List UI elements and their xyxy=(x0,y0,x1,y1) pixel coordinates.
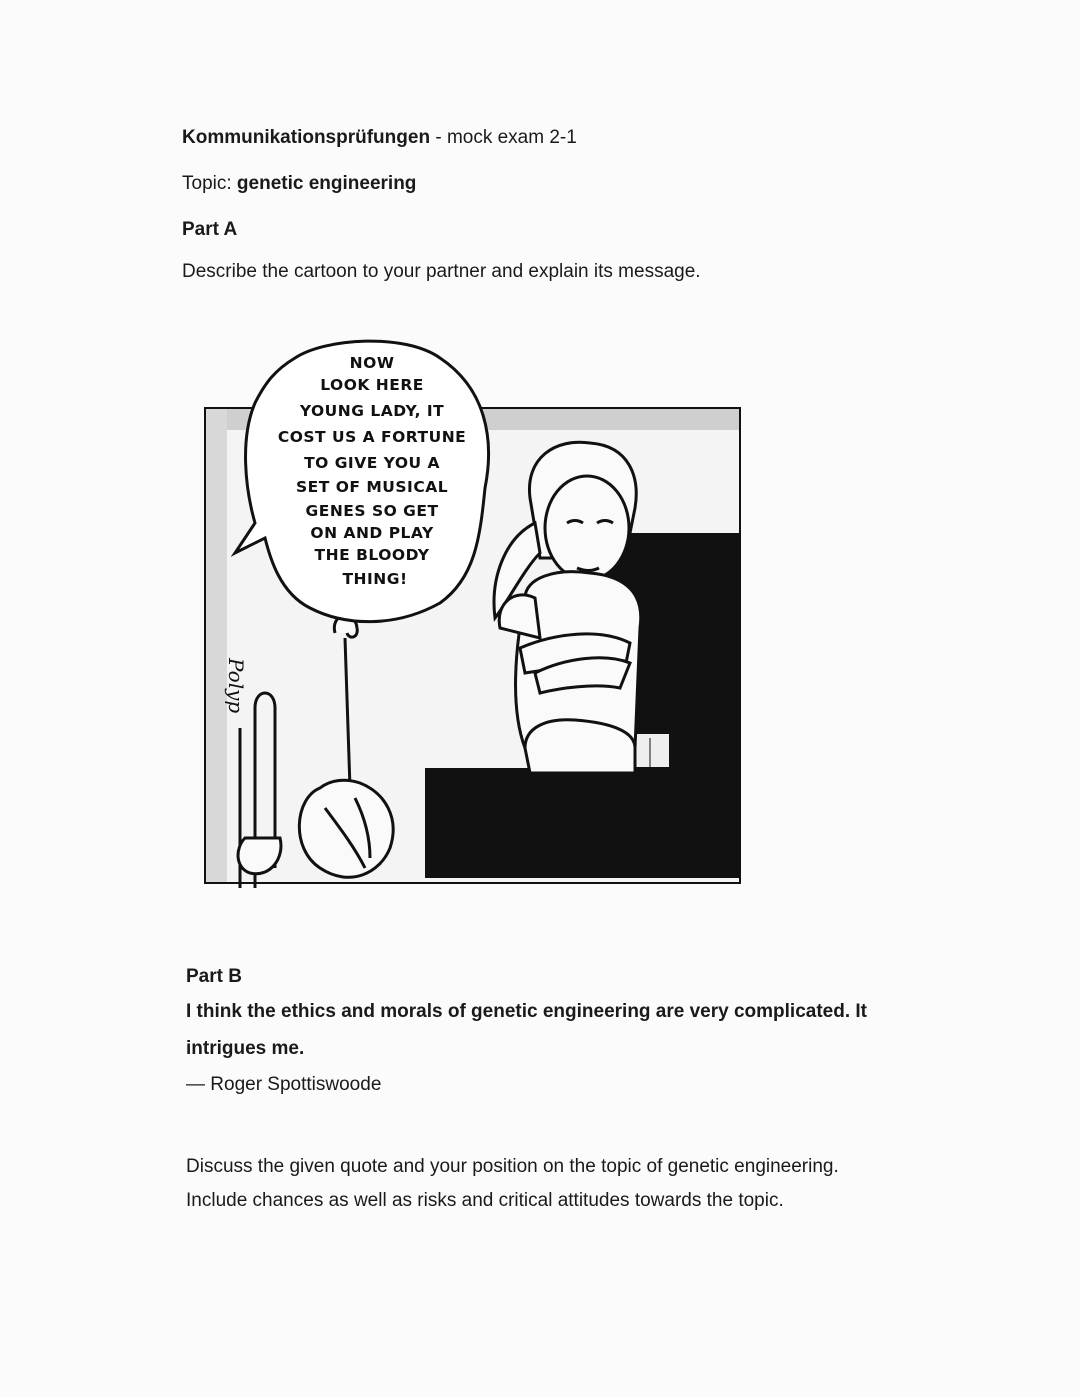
quote-line-1: I think the ethics and morals of genetic engineering are very complicated. It xyxy=(186,1001,868,1022)
speech-line: LOOK HERE xyxy=(320,376,424,394)
exam-title-bold: Kommunikationsprüfungen xyxy=(182,127,431,148)
cartoon-illustration xyxy=(195,328,750,893)
speech-line: TO GIVE YOU A xyxy=(304,454,441,472)
topic-label: Topic: xyxy=(182,173,237,194)
speech-line: NOW xyxy=(349,354,395,372)
speech-line: THING! xyxy=(342,570,408,588)
topic-value: genetic engineering xyxy=(236,173,417,194)
speech-line: THE BLOODY xyxy=(314,546,430,564)
part-a-instruction: Describe the cartoon to your partner and explain its message. xyxy=(182,261,701,282)
part-b-heading: Part B xyxy=(186,966,242,987)
quote-attribution: — Roger Spottiswoode xyxy=(186,1074,382,1095)
exam-title-rest: - mock exam 2-1 xyxy=(430,127,577,148)
part-b-task-line-2: Include chances as well as risks and critical attitudes towards the topic. xyxy=(186,1190,784,1211)
part-a-heading: Part A xyxy=(182,219,238,240)
topic-line xyxy=(182,173,416,195)
exam-title xyxy=(182,127,577,149)
speech-line: COST US A FORTUNE xyxy=(277,428,467,446)
speech-line: SET OF MUSICAL xyxy=(296,478,449,496)
speech-line: YOUNG LADY, IT xyxy=(299,402,445,420)
speech-line: ON AND PLAY xyxy=(310,524,434,542)
speech-line: GENES SO GET xyxy=(305,502,439,520)
cartoonist-signature: Polyp xyxy=(224,658,248,714)
part-b-task-line-1: Discuss the given quote and your position on the topic of genetic engineering. xyxy=(186,1156,839,1177)
quote-line-2: intrigues me. xyxy=(186,1038,305,1059)
